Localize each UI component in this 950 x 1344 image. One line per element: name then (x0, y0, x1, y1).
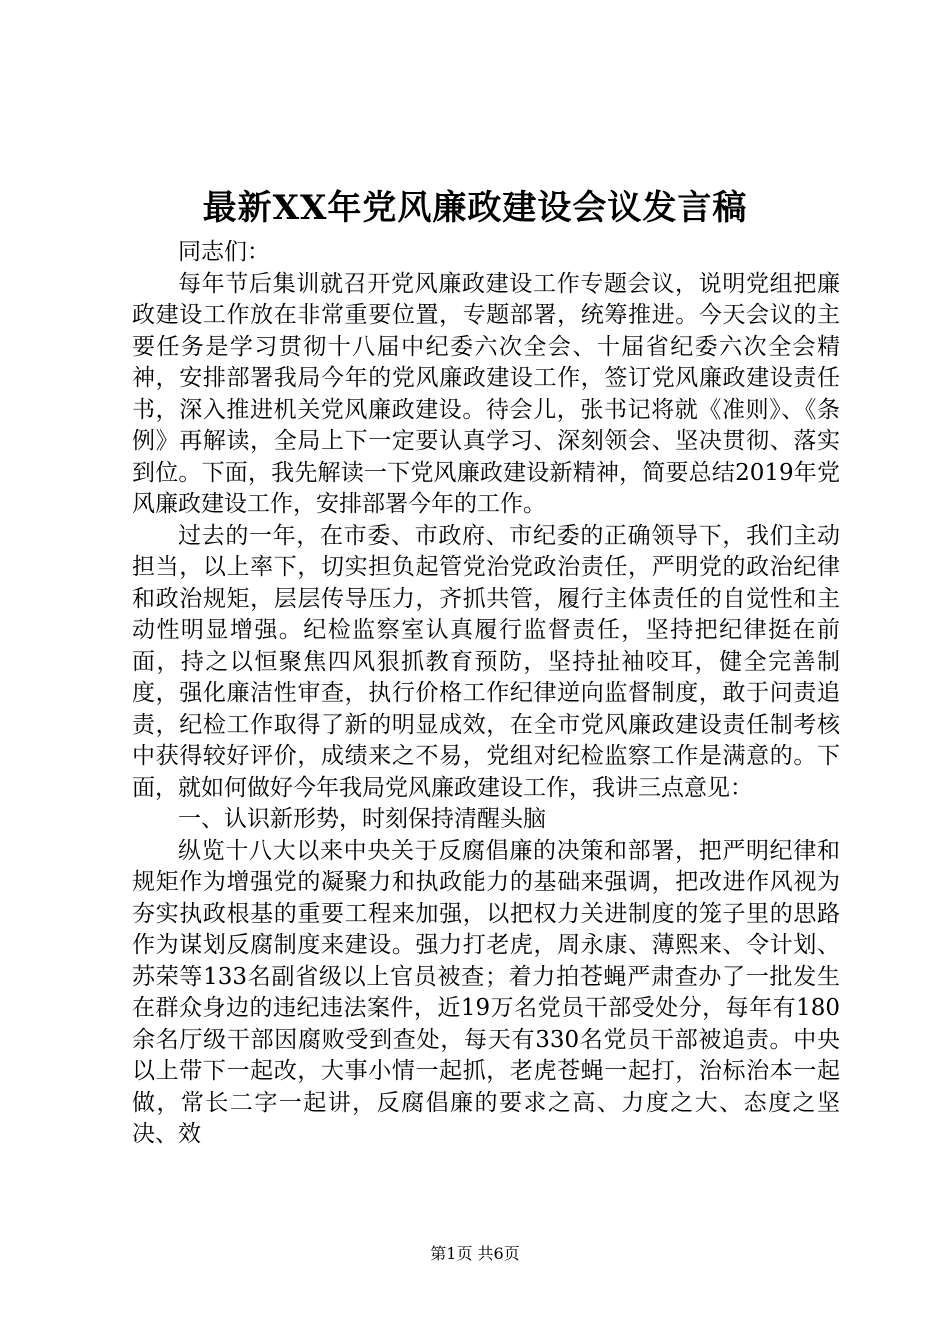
document-body (132, 237, 840, 1151)
page-footer: 第1页 共6页 (430, 1244, 520, 1263)
document-title: 最新XX年党风廉政建设会议发言稿 (202, 188, 748, 228)
body-paragraph: 纵览十八大以来中央关于反腐倡廉的决策和部署，把严明纪律和规矩作为增强党的凝聚力和执政能力的基础来强调，把改进作风视为夯实执政根基的重要工程来加强，以把权力关进制度的笼子里的思路作为谋划反腐制度来建设。强力打老虎，周永康、薄熙来、令计划、苏荣等133名副省级以上官员被查；着力拍苍蝇严肃查办了一批发生在群众身边的违纪违法案件，近19万名党员干部受处分，每年有180余名厅级干部因腐败受到查处，每天有330名党员干部被追责。中央以上带下一起改，大事小情一起抓，老虎苍蝇一起打，治标治本一起做，常长二字一起讲，反腐倡廉的要求之高、力度之大、态度之坚决、效 (132, 837, 840, 1147)
section-heading: 一、认识新形势，时刻保持清醒头脑 (178, 806, 546, 832)
body-paragraph: 过去的一年，在市委、市政府、市纪委的正确领导下，我们主动担当，以上率下，切实担负起管党治党政治责任，严明党的政治纪律和政治规矩，层层传导压力，齐抓共管，履行主体责任的自觉性和主动性明显增强。纪检监察室认真履行监督责任，坚持把纪律挺在前面，持之以恒聚焦四风狠抓教育预防，坚持扯袖咬耳，健全完善制度，强化廉洁性审查，执行价格工作纪律逆向监督制度，敢于问责追责，纪检工作取得了新的明显成效，在全市党风廉政建设责任制考核中获得较好评价，成绩来之不易，党组对纪检监察工作是满意的。下面，就如何做好今年我局党风廉政建设工作，我讲三点意见： (132, 522, 840, 801)
salutation-paragraph: 同志们： (178, 239, 270, 265)
body-paragraph: 每年节后集训就召开党风廉政建设工作专题会议，说明党组把廉政建设工作放在非常重要位置，专题部署，统筹推进。今天会议的主要任务是学习贯彻十八届中纪委六次全会、十届省纪委六次全会精神，安排部署我局今年的党风廉政建设工作，签订党风廉政建设责任书，深入推进机关党风廉政建设。待会儿，张书记将就《准则》、《条例》再解读，全局上下一定要认真学习、深刻领会、坚决贯彻、落实到位。下面，我先解读一下党风廉政建设新精神，简要总结2019年党风廉政建设工作，安排部署今年的工作。 (132, 270, 840, 517)
